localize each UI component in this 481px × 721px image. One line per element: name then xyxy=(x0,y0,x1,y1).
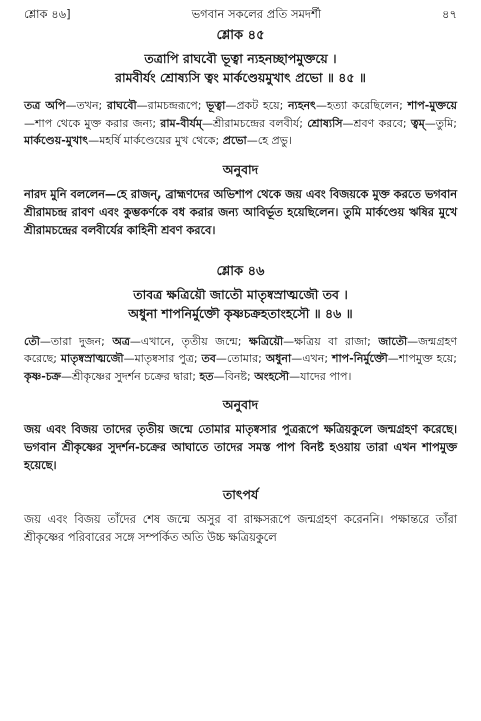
running-title: ভগবান সকলের প্রতি সমদর্শী xyxy=(191,7,322,21)
page-number: ৪৭ xyxy=(442,7,457,21)
verse-45-line-2: রামবীর্যং শ্রোষ্যসি ত্বং মার্কণ্ডেয়মুখাৎ প্রভো ॥ ৪৫ ॥ xyxy=(115,70,366,85)
verse-45-line-1: তত্রাপি রাঘবৌ ভূত্বা ন্যহনচ্ছাপমুক্তয়ে । xyxy=(144,51,337,66)
verse-45-text xyxy=(24,49,457,87)
verse-46-line-1: তাবত্র ক্ষত্রিয়ৌ জাতৌ মাতৃষ্বস্রাত্মজৌ তব । xyxy=(133,286,348,302)
verse-45-heading: শ্লোক ৪৫ xyxy=(216,28,265,43)
verse-46-translation: জয় এবং বিজয় তাদের তৃতীয় জন্মে তোমার মাতৃষ্বসার পুত্ররূপে ক্ষত্রিয়কুলে জন্মগ্রহণ করেছে। ভগবান শ্রীকৃষ্ণের সুদর্শন-চক্রের আঘাতে তাদের সমস্ত পাপ বিনষ্ট হওয়ায় তারা এখন শাপমুক্ত হয়েছে। xyxy=(24,423,457,472)
running-header xyxy=(24,6,457,26)
purport-text: জয় এবং বিজয় তাঁদের শেষ জন্মে অসুর বা রাক্ষসরূপে জন্মগ্রহণ করেননি। পক্ষান্তরে তাঁরা শ্রীকৃষ্ণের পরিবারের সঙ্গে সম্পর্কিত অতি উচ্চ ক্ষত্রিয়কুলে xyxy=(24,513,457,544)
chapter-verse-ref: শ্লোক ৪৬] xyxy=(24,7,71,21)
verse-45-translation-title: অনুবাদ xyxy=(222,161,259,177)
verse-45-translation: নারদ মুনি বললেন—হে রাজন্, ব্রাহ্মণদের অভিশাপ থেকে জয় এবং বিজয়কে মুক্ত করতে ভগবান শ্রীরামচন্দ্র রাবণ এবং কুম্ভকর্ণকে বধ করার জন্য আবির্ভূত হয়েছিলেন। তুমি মার্কণ্ডেয় ঋষির মুখে শ্রীরামচন্দ্রের বলবীর্যের কাহিনী শ্রবণ করবে। xyxy=(24,187,457,237)
verse-46-text xyxy=(24,285,457,323)
verse-46-line-2: অধুনা শাপনির্মুক্তৌ কৃষ্ণচক্রহতাংহসৌ ॥ ৪৬ ॥ xyxy=(128,305,353,321)
verse-46-synonyms: তৌ—তারা দুজন; অত্র—এখানে, তৃতীয় জন্মে; ক্ষত্রিয়ৌ—ক্ষত্রিয় বা রাজা; জাতৌ—জন্মগ্রহণ করেছে; মাতৃষ্বস্রাত্মজৌ—মাতৃষ্বসার পুত্র; তব—তোমার; অধুনা—এখন; শাপ-নির্মুক্তৌ—শাপমুক্ত হয়ে; কৃষ্ণ-চক্র—শ্রীকৃষ্ণের সুদর্শন চক্রের দ্বারা; হত—বিনষ্ট; অংহসৌ—যাদের পাপ। xyxy=(24,334,458,383)
verse-46-translation-title: অনুবাদ xyxy=(222,397,259,412)
verse-45-synonyms: তত্র অপি—তখন; রাঘবৌ—রামচন্দ্ররূপে; ভূত্বা—প্রকট হয়ে; ন্যহনৎ—হত্যা করেছিলেন; শাপ-মুক্তয়ে—শাপ থেকে মুক্ত করার জন্য; রাম-বীর্যম্—শ্রীরামচন্দ্রের বলবীর্য; শ্রোষ্যসি—শ্রবণ করবে; ত্বম্—তুমি; মার্কণ্ডেয়-মুখাৎ—মহর্ষি মার্কণ্ডেয়ের মুখ থেকে; প্রভো—হে প্রভু। xyxy=(24,99,457,147)
purport-title: তাৎপর্য xyxy=(222,487,259,502)
verse-46-heading: শ্লোক ৪৬ xyxy=(216,263,265,279)
